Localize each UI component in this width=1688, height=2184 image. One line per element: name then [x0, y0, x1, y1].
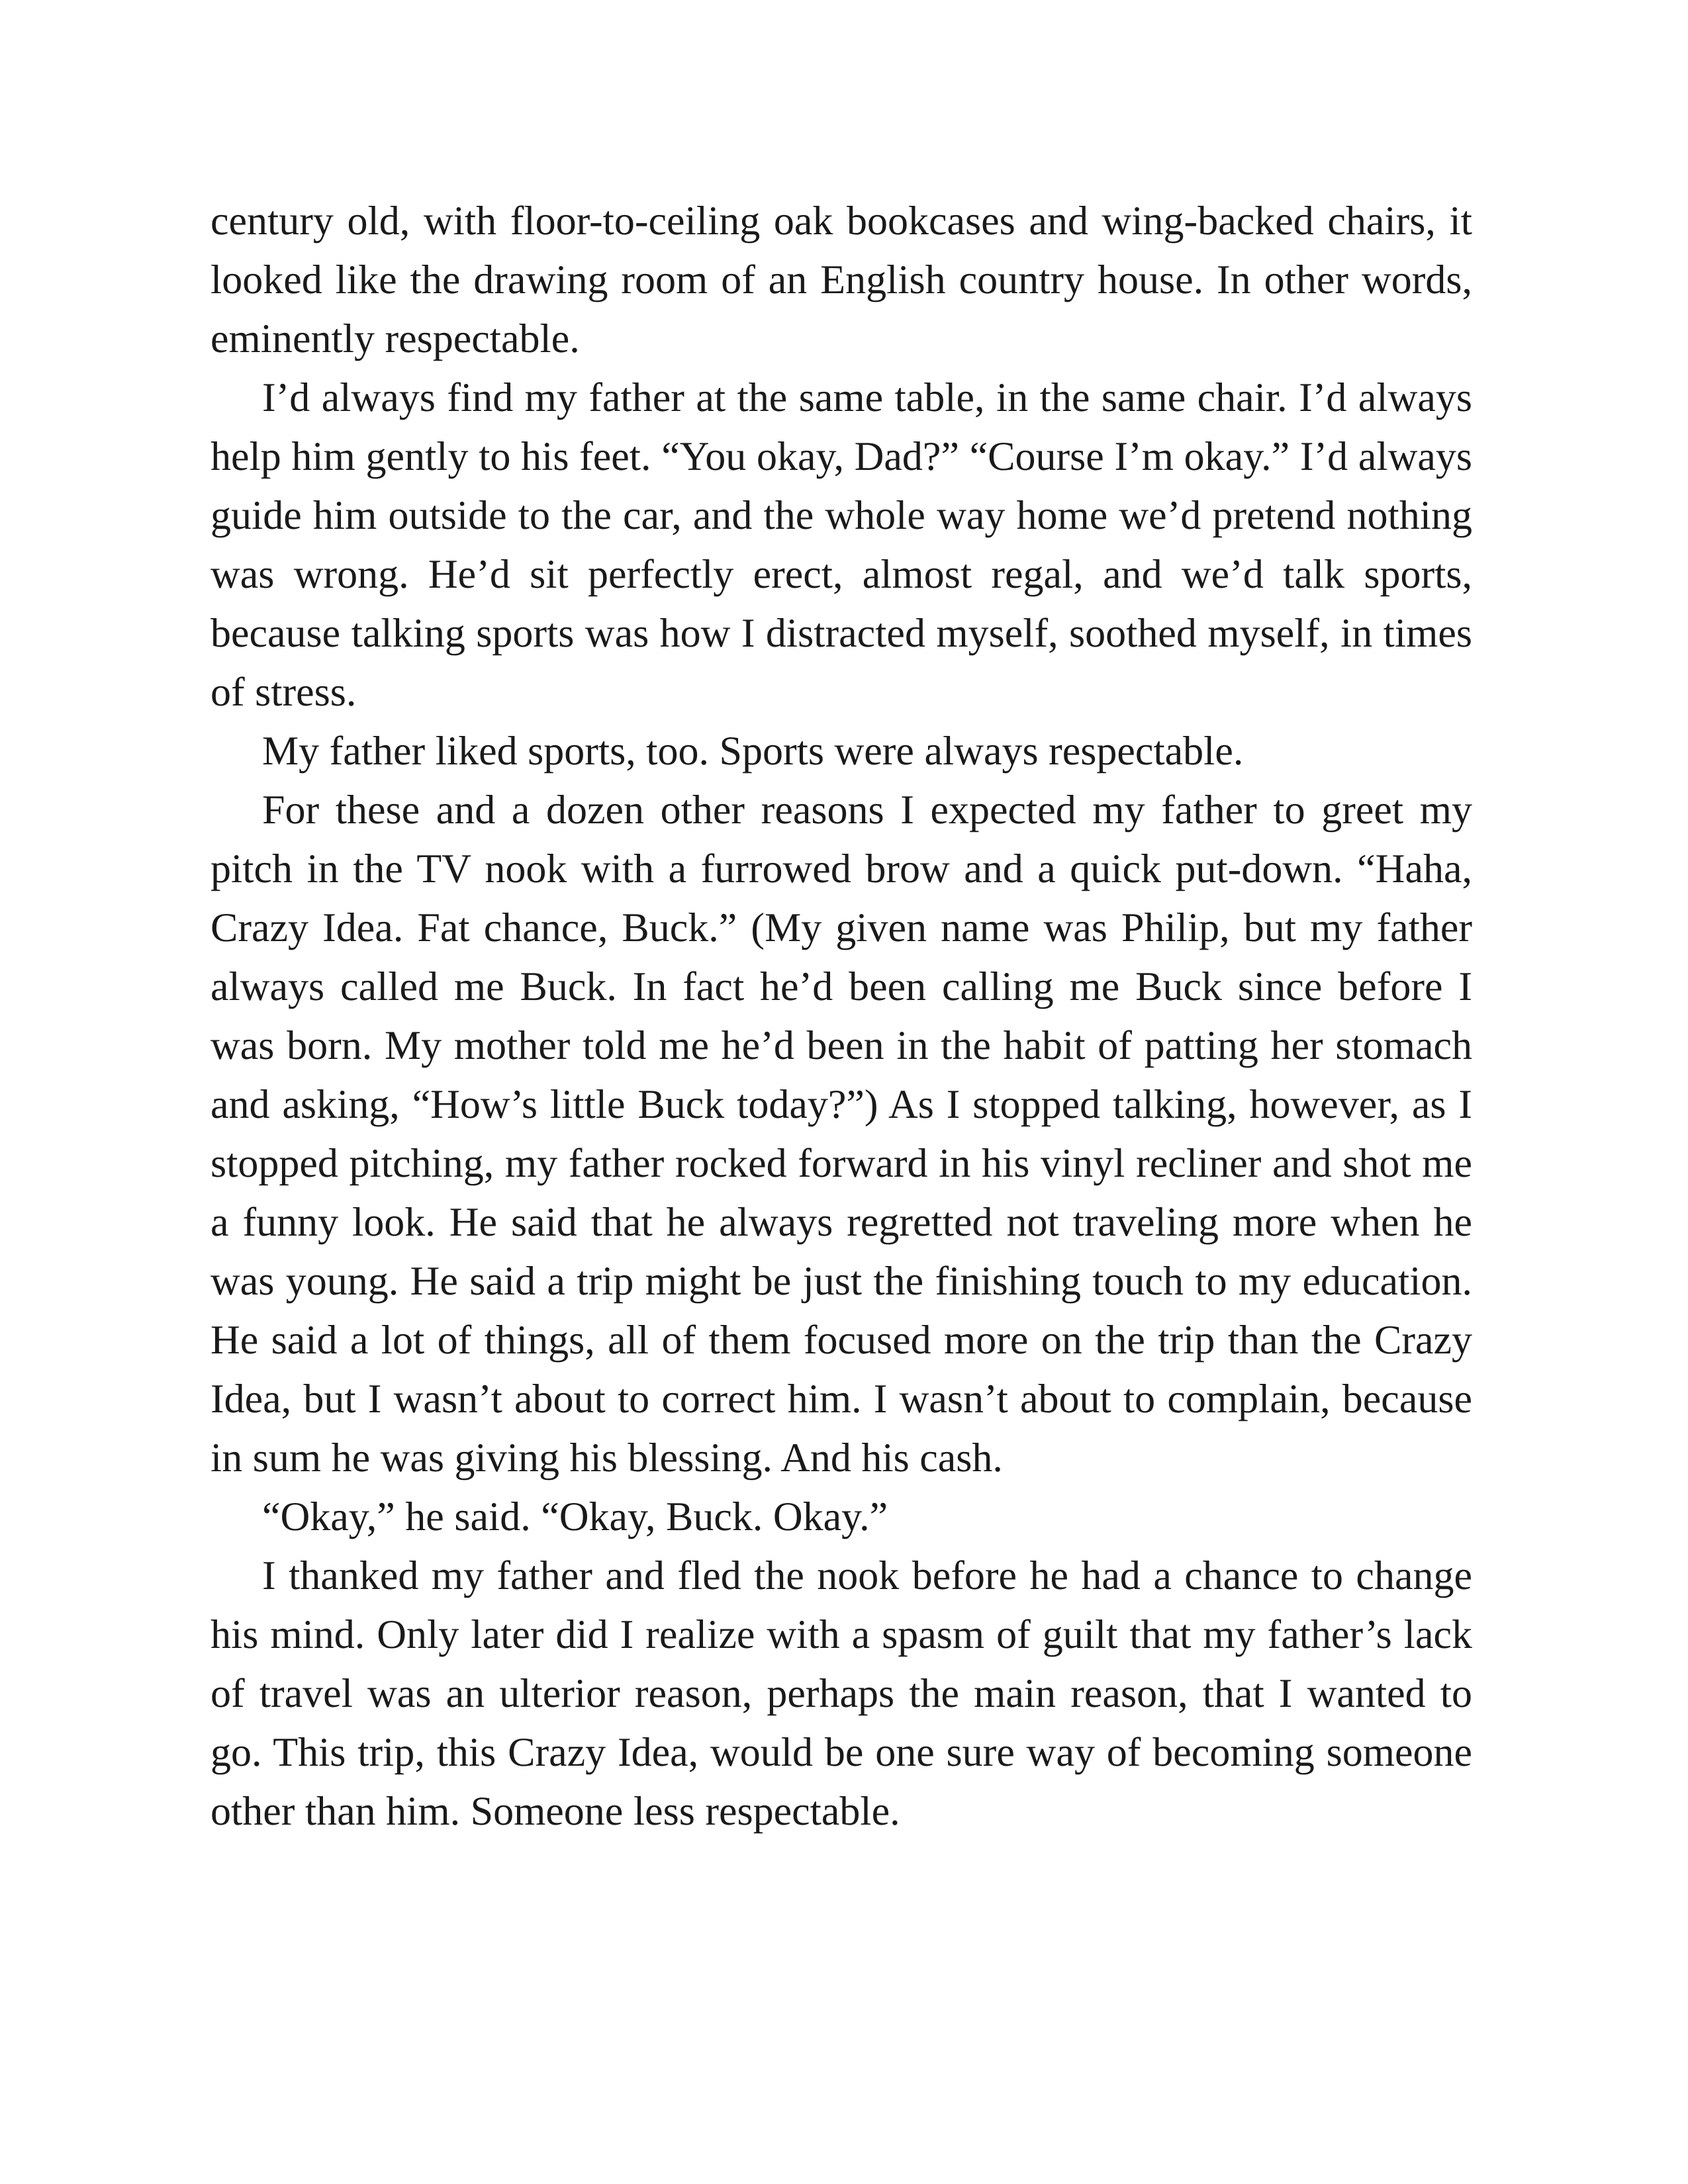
paragraph-3: My father liked sports, too. Sports were always respectable.	[262, 729, 1244, 774]
paragraph-4: For these and a dozen other reasons I expected my father to greet my pitch in the TV nook with a furrowed brow and a quick put-down. “Haha, Crazy Idea. Fat chance, Buck.” (My given name was Philip, but my father always called me Buck. In fact he’d been calling me Buck since before I was born. My mother told me he’d been in the habit of patting her stomach and asking, “How’s little Buck today?”) As I stopped talking, however, as I stopped pitching, my father rocked forward in his vinyl recliner and shot me a funny look. He said that he always regretted not traveling more when he was young. He said a trip might be just the finishing touch to my education. He said a lot of things, all of them focused more on the trip than the Crazy Idea, but I wasn’t about to correct him. I wasn’t about to complain, because in sum he was giving his blessing. And his cash.	[211, 788, 1472, 1480]
paragraph-1: century old, with floor-to-ceiling oak bookcases and wing-backed chairs, it looked like the drawing room of an English country house. In other words, eminently respectable.	[211, 199, 1472, 361]
paragraph-5: “Okay,” he said. “Okay, Buck. Okay.”	[262, 1494, 888, 1539]
paragraph-6: I thanked my father and fled the nook before he had a chance to change his mind. Only later did I realize with a spasm of guilt that my father’s lack of travel was an ulterior reason, perhaps the main reason, that I wanted to go. This trip, this Crazy Idea, would be one sure way of becoming someone other than him. Someone less respectable.	[211, 1553, 1472, 1834]
paragraph-2: I’d always find my father at the same table, in the same chair. I’d always help him gently to his feet. “You okay, Dad?” “Course I’m okay.” I’d always guide him outside to the car, and the whole way home we’d pretend nothing was wrong. He’d sit perfectly erect, almost regal, and we’d talk sports, because talking sports was how I distracted myself, soothed myself, in times of stress.	[211, 375, 1472, 715]
body-text	[211, 192, 1472, 1841]
